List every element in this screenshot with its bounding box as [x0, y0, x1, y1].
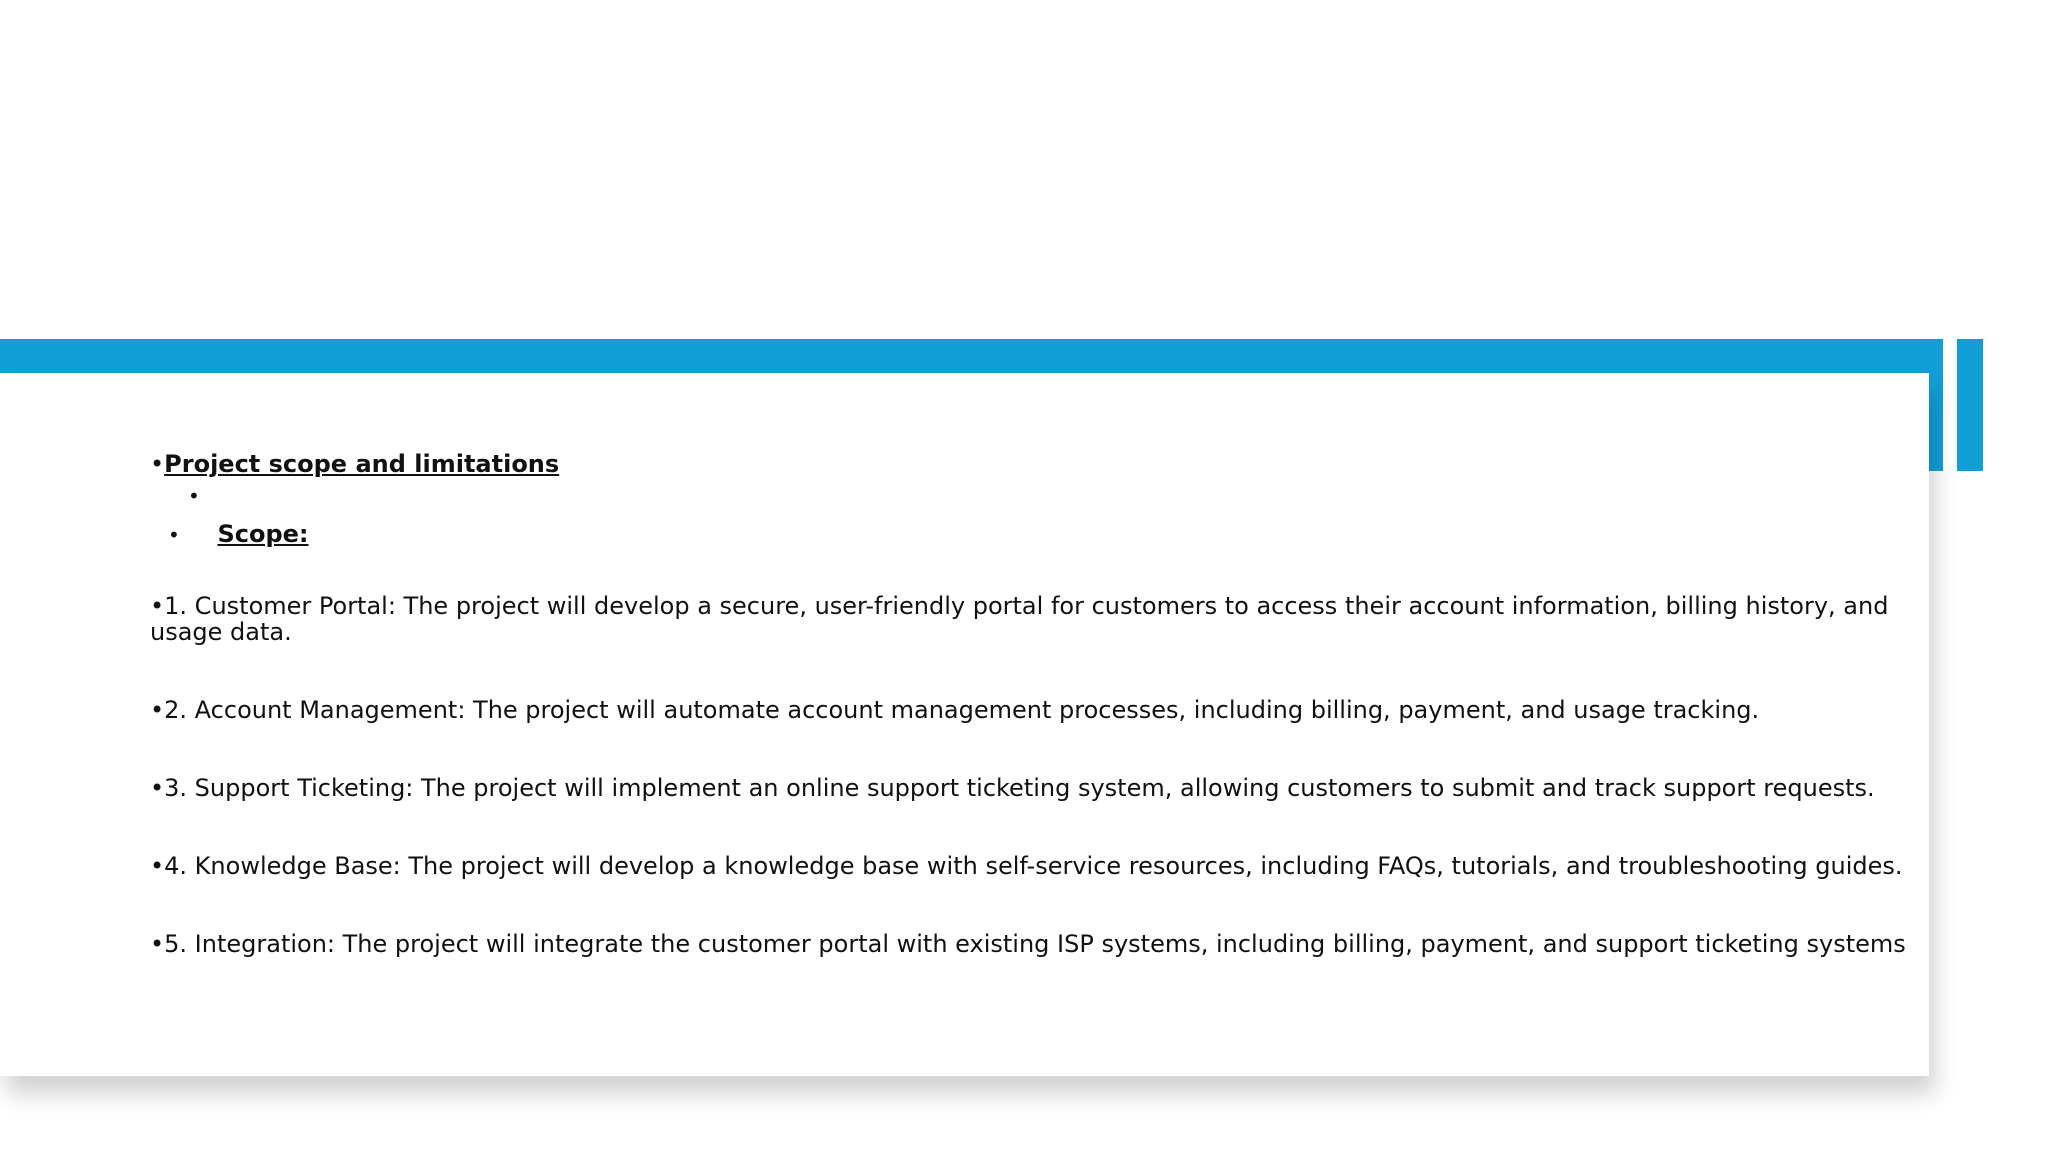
scope-item-3: •3. Support Ticketing: The project will implement an online support ticketing system, allowing customers to submit and track support requests. [150, 774, 1875, 802]
accent-bar [0, 339, 1943, 373]
accent-strip [1929, 339, 1943, 471]
heading-bullet: • [150, 450, 165, 478]
scope-item-2: •2. Account Management: The project will automate account management processes, including billing, payment, and usage tracking. [150, 696, 1760, 724]
empty-bullet: • [188, 484, 200, 508]
scope-line [168, 521, 309, 548]
scope-bullet: • [168, 523, 180, 547]
heading-line [150, 451, 559, 477]
slide-heading: Project scope and limitations [164, 450, 560, 478]
scope-label: Scope: [217, 520, 309, 548]
scope-item-1: •1. Customer Portal: The project will develop a secure, user-friendly portal for customers to access their account information, billing history, and usage data. [150, 592, 1889, 646]
scope-item-5: •5. Integration: The project will integrate the customer portal with existing ISP systems, including billing, payment, and support ticketing systems [150, 930, 1906, 958]
slide-content-card [0, 373, 1929, 1076]
accent-side-block [1957, 339, 1983, 471]
scope-item-4: •4. Knowledge Base: The project will develop a knowledge base with self-service resources, including FAQs, tutorials, and troubleshooting guides. [150, 852, 1903, 880]
